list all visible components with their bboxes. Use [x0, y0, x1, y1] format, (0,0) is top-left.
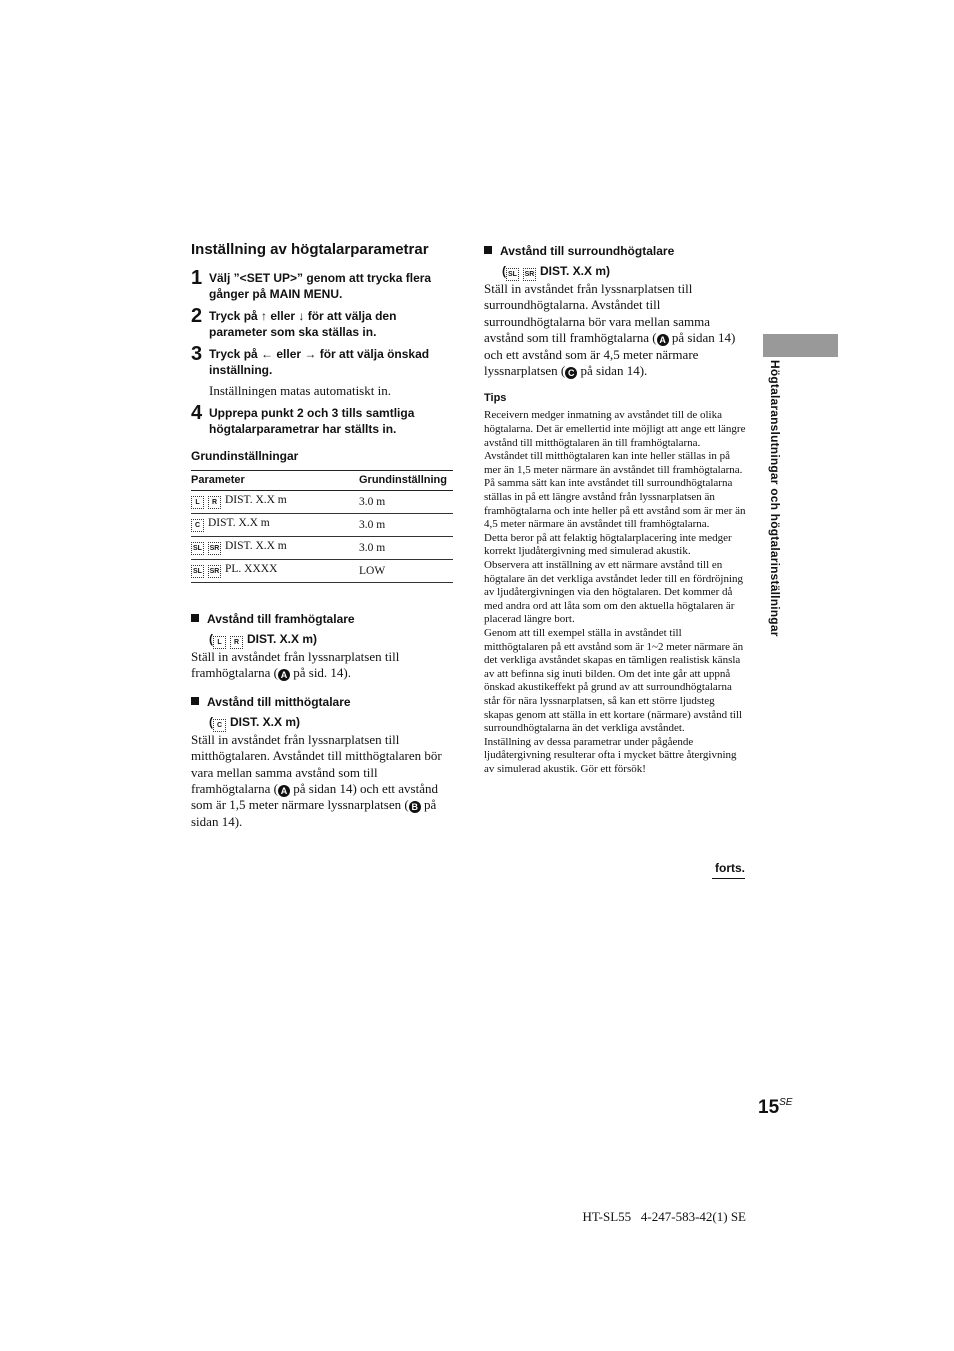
speaker-icon: R	[230, 636, 243, 649]
param-name: DIST. X.X m	[225, 540, 287, 552]
param-name: DIST. X.X m	[208, 517, 270, 529]
heading-text: Avstånd till framhögtalare	[207, 612, 355, 626]
surround-speaker-heading	[484, 241, 746, 261]
step-number: 4	[191, 402, 203, 424]
step-text: Tryck på ← eller → för att välja önskad inställning.	[209, 347, 430, 377]
right-column	[484, 241, 746, 776]
center-speaker-subheading: ( C DIST. X.X m)	[191, 712, 453, 732]
left-column	[191, 241, 453, 830]
tip-paragraph: Detta beror på att felaktig högtalarplacering inte medger korrekt ljudåtergivning med simulerad akustik.	[484, 531, 732, 558]
table-cell: 3.0 m	[359, 514, 453, 537]
table-row	[191, 514, 453, 537]
circle-b-icon: B	[409, 801, 421, 813]
step-text: Välj ”<SET UP>” genom att trycka flera gånger på MAIN MENU.	[209, 271, 432, 301]
table-header-row	[191, 471, 453, 491]
step-2	[191, 305, 453, 340]
side-label-text: Högtalaranslutningar och högtalarinställningar	[768, 360, 782, 637]
tip-paragraph: Observera att inställning av ett närmare avstånd till en högtalare än det verkliga avståndet leder till en fördröjning av ljudåtergivningen via den högtalaren. Det kommer då med andra ord att låta som om den aktuella högtalaren är placerad längre bort.	[484, 558, 744, 626]
table-cell: LOW	[359, 560, 453, 583]
text-run: på sidan 14) och ett avstånd som är 1,5 meter närmare lyssnarplatsen (	[191, 781, 438, 813]
parameter-table	[191, 470, 453, 583]
tip-paragraph: Inställning av dessa parametrar under pågående ljudåtergivning resulterar ofta i mycket bättre återgivning av simulerad akustik. Gör ett försök!	[484, 735, 737, 775]
table-cell	[191, 560, 359, 583]
heading-text: DIST. X.X m)	[230, 714, 301, 729]
front-speaker-heading	[191, 609, 453, 629]
speaker-icon: SL	[191, 565, 204, 578]
surround-speaker-subheading: ( SL SR DIST. X.X m)	[484, 261, 746, 281]
heading-text: Avstånd till surroundhögtalare	[500, 244, 675, 258]
tips-heading: Tips	[484, 392, 507, 405]
table-cell: 3.0 m	[359, 491, 453, 514]
speaker-icon: SL	[191, 542, 204, 555]
table-title: Grundinställningar	[191, 449, 299, 463]
text-run: på sidan 14) och ett avstånd som är 4,5 meter närmare lyssnarplatsen (	[484, 330, 736, 379]
step-number: 2	[191, 305, 203, 327]
section-title: Inställning av högtalarparametrar	[191, 241, 429, 258]
heading-text: DIST. X.X m)	[247, 632, 318, 646]
speaker-icon: L	[191, 496, 204, 509]
speaker-icon: C	[191, 519, 204, 532]
speaker-icon: L	[213, 636, 226, 649]
speaker-icon: SL	[506, 268, 519, 281]
step-number: 1	[191, 267, 203, 289]
heading-text: Avstånd till mitthögtalare	[207, 694, 351, 709]
continued-label: forts.	[715, 861, 745, 875]
page-number	[758, 1097, 792, 1119]
front-speaker-subheading: ( L R DIST. X.X m)	[191, 629, 453, 649]
speaker-icon: SR	[208, 565, 221, 578]
front-speaker-text	[191, 649, 453, 682]
side-label	[762, 360, 784, 740]
speaker-icon: C	[213, 719, 226, 732]
table-cell	[191, 491, 359, 514]
table-cell: 3.0 m	[359, 537, 453, 560]
table-row	[191, 537, 453, 560]
text-run: Ställ in avståndet från lyssnarplatsen till surroundhögtalarna. Avståndet till surroundhögtalarna bör vara mellan samma avstånd som till framhögtalarna (	[484, 281, 710, 346]
step-1	[191, 267, 453, 302]
tip-paragraph: Genom att till exempel ställa in avståndet till mitthögtalaren på ett avstånd som är 1~2 meter närmare än det verkliga avståndet skapas en tämligen realistisk känsla av att befinna sig inuti bilden. Om det inte går att uppnå önskad akustikeffekt på grund av att surroundhögtalarna står för nära lyssnarplatsen, så kan ett större ljudsteg skapas genom att ställa in ett kortare (närmare) avstånd till surroundhögtalarna än det verkliga avståndet.	[484, 626, 744, 735]
step-text: Tryck på ↑ eller ↓ för att välja den parameter som ska ställas in.	[209, 309, 397, 339]
circle-c-icon: C	[565, 367, 577, 379]
heading-text: DIST. X.X m)	[540, 264, 611, 278]
circle-a-icon: A	[657, 334, 669, 346]
circle-a-icon: A	[278, 669, 290, 681]
section-tab	[763, 334, 838, 357]
step-3	[191, 343, 453, 399]
text-run: på sid. 14).	[289, 665, 352, 681]
text-run: på sidan 14).	[577, 363, 648, 379]
square-bullet-icon	[191, 697, 199, 705]
footer-model-code: HT-SL55 4-247-583-42(1) SE	[582, 1209, 746, 1224]
text-run: Ställ in avståndet från lyssnarplatsen till framhögtalarna (	[191, 649, 400, 681]
table-row	[191, 560, 453, 583]
speaker-icon: R	[208, 496, 221, 509]
table-cell	[191, 514, 359, 537]
text-run: på sidan 14).	[191, 797, 437, 829]
step-text: Upprepa punkt 2 och 3 tills samtliga högtalarparametrar har ställts in.	[209, 406, 415, 436]
table-cell	[191, 537, 359, 560]
surround-speaker-text	[484, 281, 746, 379]
circle-a-icon: A	[278, 785, 290, 797]
square-bullet-icon	[484, 246, 492, 254]
speaker-icon: SR	[523, 268, 536, 281]
table-row	[191, 491, 453, 514]
center-speaker-heading	[191, 692, 453, 712]
column-header: Parameter	[191, 471, 359, 491]
speaker-icon: SR	[208, 542, 221, 555]
tip-paragraph: Receivern medger inmatning av avståndet till de olika högtalarna. Det är emellertid inte möjligt att ange ett längre avstånd till mitthögtalaren än till framhögtalarna. Avståndet till mitthögtalaren kan inte heller ställas in på mer än 1,5 meter närmare än avståndet till framhögtalarna.	[484, 409, 746, 476]
column-header: Grundinställning	[359, 471, 453, 491]
page-number-suffix: SE	[779, 1097, 793, 1108]
continued-underline	[712, 878, 745, 879]
text-run: Ställ in avståndet från lyssnarplatsen till mitthögtalaren. Avståndet till mitthögtalaren bör vara mellan samma avstånd som till framhögtalarna (	[191, 731, 442, 797]
step-4	[191, 402, 453, 437]
step-number: 3	[191, 343, 203, 365]
center-speaker-text	[191, 732, 453, 830]
page-number-value: 15	[758, 1097, 780, 1118]
square-bullet-icon	[191, 614, 199, 622]
step-note: Inställningen matas automatiskt in.	[209, 383, 391, 398]
param-name: PL. XXXX	[225, 563, 278, 575]
param-name: DIST. X.X m	[225, 494, 287, 506]
tip-paragraph: På samma sätt kan inte avståndet till surroundhögtalarna ställas in på ett längre avstånd från lyssnarplatsen än framhögtalarna och inte heller på ett avstånd som är mer än 4,5 meter närmare än avståndet till framhögtalarna.	[484, 477, 746, 531]
